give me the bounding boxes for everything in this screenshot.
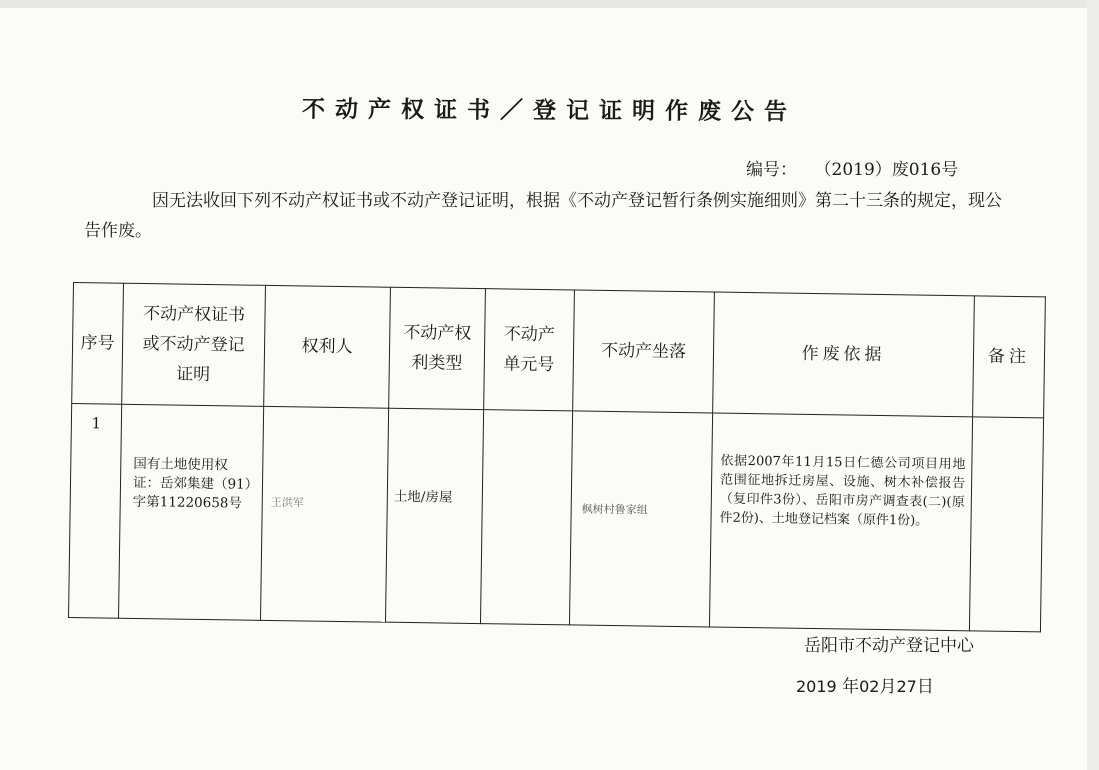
cell-unit-no bbox=[480, 410, 572, 625]
header-cert: 不动产权证书或不动产登记证明 bbox=[122, 283, 266, 406]
announcement-table-wrapper bbox=[68, 282, 1045, 632]
header-unit-no: 不动产单元号 bbox=[484, 289, 575, 411]
cell-right-type: 土地/房屋 bbox=[385, 408, 483, 623]
header-location: 不动产坐落 bbox=[573, 290, 715, 413]
issue-date bbox=[796, 672, 934, 697]
document-number-label: 编号： bbox=[746, 160, 797, 180]
header-right-type: 不动产权利类型 bbox=[389, 287, 486, 409]
cell-location: 枫树村鲁家组 bbox=[569, 411, 712, 627]
header-holder: 权利人 bbox=[264, 285, 391, 408]
cell-holder: 王洪军 bbox=[261, 406, 389, 622]
header-remark: 备注 bbox=[973, 296, 1046, 418]
date-year-unit: 年 bbox=[842, 677, 860, 697]
cell-cert: 国有土地使用权证：岳郊集建（91）字第11220658号 bbox=[119, 404, 264, 620]
cell-seq: 1 bbox=[69, 403, 122, 618]
document-title: 不动产权证书／登记证明作废公告 bbox=[301, 95, 798, 126]
cell-basis: 依据2007年11月15日仁德公司项目用地范围征地拆迁房屋、设施、树木补偿报告（复印件3份）、岳阳市房产调查表(二)(原件2份)、土地登记档案（原件1份)。 bbox=[709, 413, 972, 631]
date-month: 02 bbox=[859, 677, 880, 696]
scan-border-top bbox=[0, 0, 1099, 8]
header-seq: 序号 bbox=[72, 283, 124, 405]
announcement-table bbox=[68, 282, 1046, 632]
table-row bbox=[69, 403, 1044, 631]
date-month-unit: 月 bbox=[879, 677, 897, 697]
header-basis: 作废依据 bbox=[713, 292, 975, 417]
announcement-paragraph: 因无法收回下列不动产权证书或不动产登记证明，根据《不动产登记暂行条例实施细则》第二十三条的规定，现公告作废。 bbox=[84, 191, 1002, 241]
issuing-organization: 岳阳市不动产登记中心 bbox=[804, 636, 974, 656]
document-number-value: （2019）废016号 bbox=[823, 160, 959, 180]
date-year: 2019 bbox=[796, 677, 837, 696]
date-day: 27 bbox=[896, 677, 917, 696]
cell-remark bbox=[969, 417, 1043, 632]
document-number bbox=[746, 155, 958, 180]
date-day-unit: 日 bbox=[916, 677, 934, 697]
table-header-row bbox=[72, 283, 1046, 418]
